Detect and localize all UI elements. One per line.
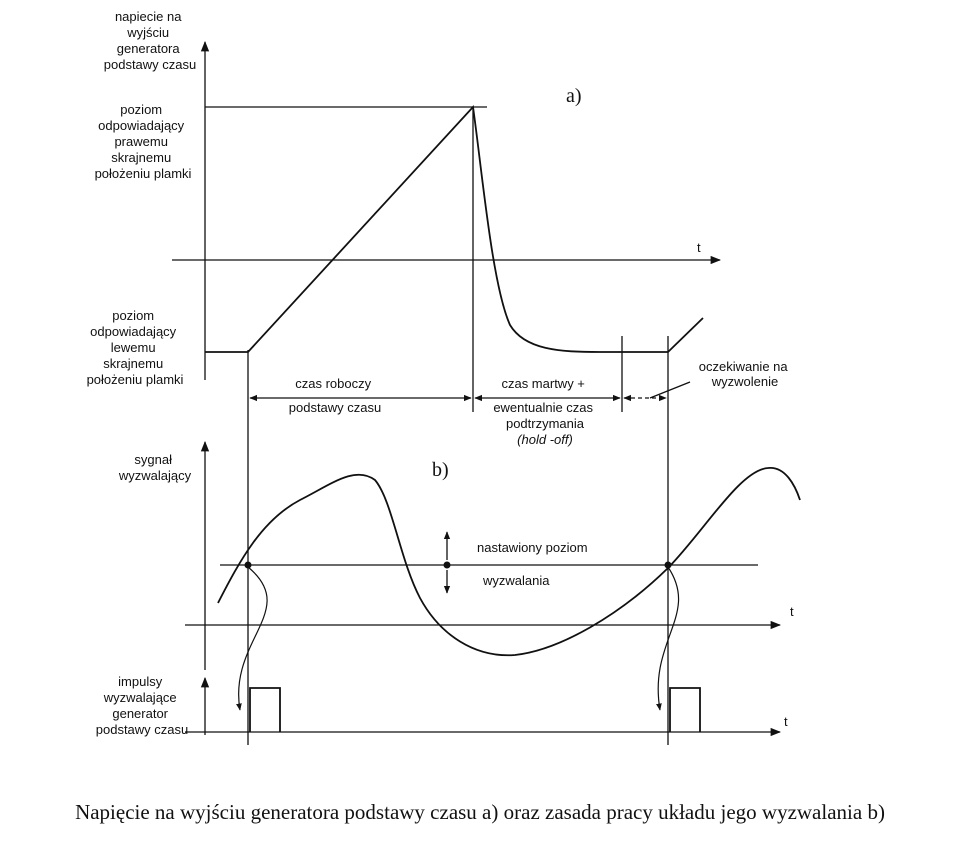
a-y-axis-label: napiecie na wyjściu generatora podstawy czasu	[103, 9, 197, 72]
waiting-pointer	[650, 382, 690, 398]
hold-off-label: (hold -off)	[517, 432, 573, 447]
trigger-point-2	[665, 562, 672, 569]
left-extreme-level-label: poziom odpowiadający lewemu skrajnemu położeniu plamki	[86, 308, 184, 387]
timebase-sawtooth-curve	[205, 107, 703, 352]
trigger-point-1	[245, 562, 252, 569]
waiting-for-trigger-label: oczekiwanie na wyzwolenie	[698, 359, 788, 389]
trigger-pulse-2	[670, 688, 700, 732]
b-t-axis-label: t	[790, 604, 794, 619]
triggering-label: wyzwalania	[483, 573, 550, 588]
panel-a-marker: a)	[566, 85, 582, 107]
set-level-label: nastawiony poziom	[477, 540, 588, 555]
a-t-axis-label: t	[697, 240, 701, 255]
figure-caption: Napięcie na wyjściu generatora podstawy czasu a) oraz zasada pracy układu jego wyzwalania b)	[75, 800, 885, 824]
c-t-axis-label: t	[784, 714, 788, 729]
dead-time-label: czas martwy + ewentualnie czas podtrzymania	[493, 376, 594, 431]
set-level-point	[444, 562, 451, 569]
c-y-axis-label: impulsy wyzwalające generator podstawy czasu	[95, 674, 189, 737]
panel-b-marker: b)	[432, 459, 449, 481]
trigger-pulse-1	[250, 688, 280, 732]
work-time-label: czas roboczy podstawy czasu	[288, 376, 382, 415]
trigger-signal-curve	[218, 468, 800, 655]
b-y-axis-label: sygnał wyzwalający	[118, 452, 192, 483]
right-extreme-level-label: poziom odpowiadający prawemu skrajnemu położeniu plamki	[94, 102, 192, 181]
